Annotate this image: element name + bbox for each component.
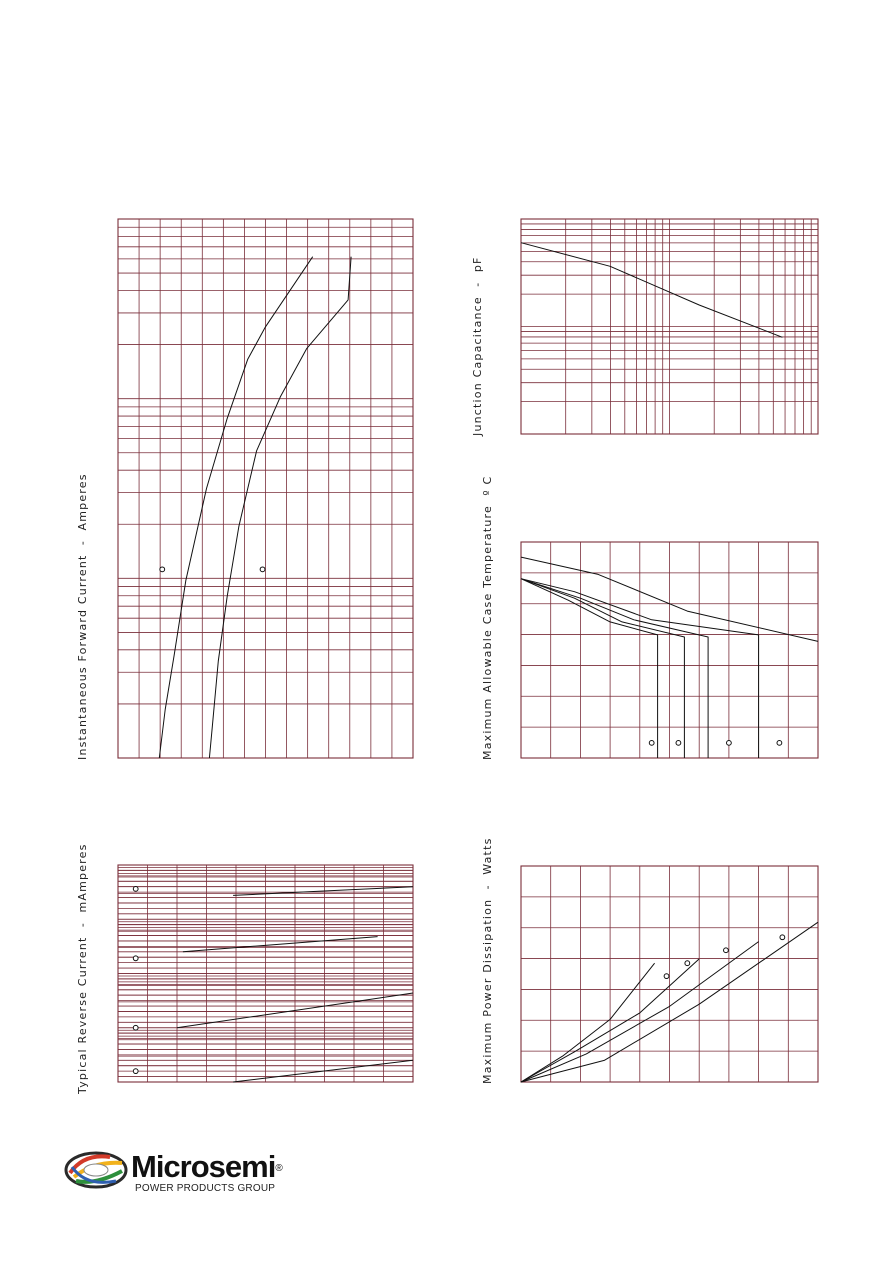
series-line-1	[233, 887, 413, 896]
series-line-3	[521, 579, 708, 758]
series-line-2	[183, 937, 378, 952]
power-dissipation-chart	[521, 866, 818, 1082]
series-line-1	[521, 243, 782, 338]
logo-registered-mark: ®	[275, 1163, 282, 1174]
series-line-2	[209, 257, 351, 758]
curve-marker-4	[133, 1069, 138, 1074]
curve-marker-4	[777, 740, 782, 745]
curve-marker-2	[676, 740, 681, 745]
capacitance-y-axis-label: Junction Capacitance - pF	[471, 256, 484, 436]
forward-current-chart	[118, 219, 413, 758]
curve-marker-2	[133, 956, 138, 961]
logo-wordmark	[131, 1149, 282, 1185]
curve-marker-3	[724, 948, 729, 953]
series-line-4	[521, 579, 684, 758]
curve-marker-2	[260, 567, 265, 572]
case-temperature-chart	[521, 542, 818, 758]
curve-marker-1	[133, 886, 138, 891]
curve-marker-1	[160, 567, 165, 572]
curve-marker-4	[780, 935, 785, 940]
forward-y-axis-label: Instantaneous Forward Current - Amperes	[76, 473, 89, 760]
curve-marker-3	[133, 1025, 138, 1030]
curve-marker-2	[685, 961, 690, 966]
reverse-y-axis-label: Typical Reverse Current - mAmperes	[76, 843, 89, 1094]
curve-marker-3	[727, 740, 732, 745]
reverse-current-chart	[118, 865, 413, 1082]
series-line-1	[159, 257, 312, 758]
logo-subtitle: POWER PRODUCTS GROUP	[135, 1183, 276, 1194]
case-temp-y-axis-label: Maximum Allowable Case Temperature º C	[481, 475, 494, 760]
power-y-axis-label: Maximum Power Dissipation - Watts	[481, 837, 494, 1084]
microsemi-swirl-logo-icon	[64, 1147, 130, 1193]
curve-marker-1	[664, 974, 669, 979]
logo-name: Microsemi	[131, 1149, 276, 1184]
curve-marker-1	[649, 740, 654, 745]
capacitance-chart	[521, 219, 818, 434]
